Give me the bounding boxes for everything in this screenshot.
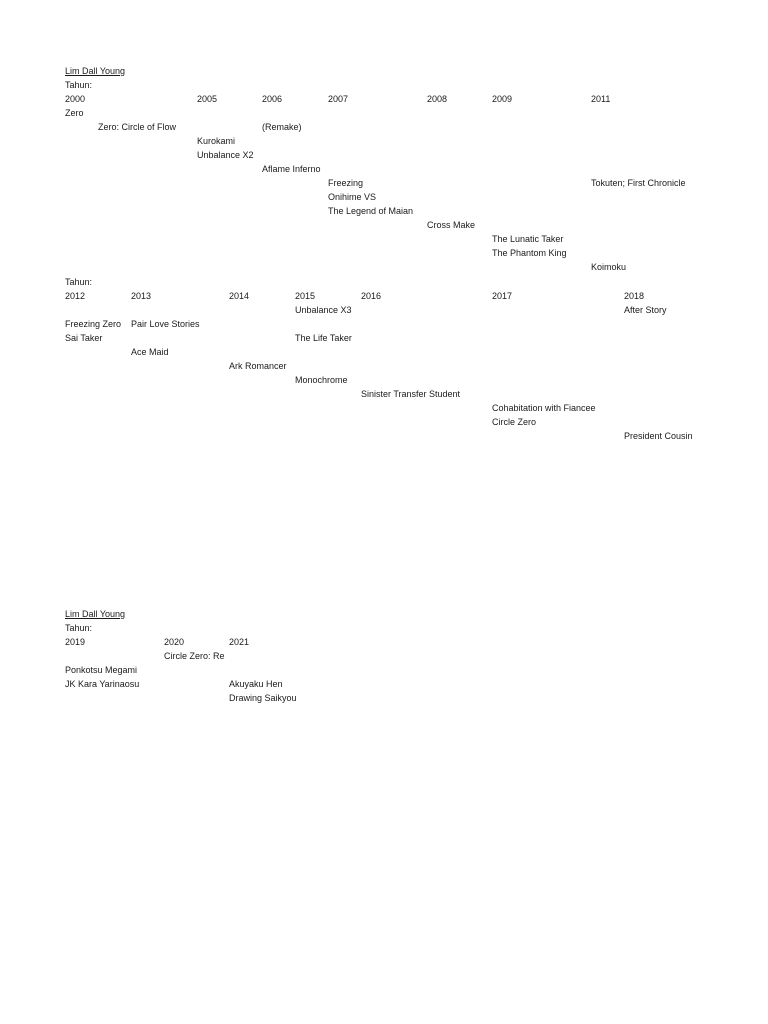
year-label: Tahun:	[65, 277, 93, 287]
title-cell: JK Kara Yarinaosu	[65, 679, 140, 689]
title-cell: Circle Zero: Re	[164, 651, 225, 661]
title-cell: Cohabitation with Fiancee	[492, 403, 596, 413]
title-cell: Zero: Circle of Flow	[98, 122, 177, 132]
year-2011: 2011	[591, 94, 611, 104]
year-2012: 2012	[65, 291, 86, 301]
year-2017: 2017	[492, 291, 513, 301]
title-cell: Circle Zero	[492, 417, 537, 427]
title-cell: Aflame Inferno	[262, 164, 321, 174]
year-2009: 2009	[492, 94, 513, 104]
year-2000: 2000	[65, 94, 86, 104]
year-label: Tahun:	[65, 623, 93, 633]
year-2005: 2005	[197, 94, 218, 104]
title-cell: Pair Love Stories	[131, 319, 200, 329]
title-cell: The Lunatic Taker	[492, 234, 564, 244]
title-cell: Ponkotsu Megami	[65, 665, 138, 675]
year-2021: 2021	[229, 637, 250, 647]
author-name: Lim Dall Young	[65, 609, 126, 619]
year-2007: 2007	[328, 94, 349, 104]
year-2018: 2018	[624, 291, 645, 301]
year-2006: 2006	[262, 94, 283, 104]
year-2014: 2014	[229, 291, 250, 301]
title-cell: Sai Taker	[65, 333, 103, 343]
title-cell: Drawing Saikyou	[229, 693, 297, 703]
title-cell: Akuyaku Hen	[229, 679, 283, 689]
title-cell: Ark Romancer	[229, 361, 287, 371]
year-2013: 2013	[131, 291, 152, 301]
title-cell: Sinister Transfer Student	[361, 389, 461, 399]
title-cell: Freezing Zero	[65, 319, 122, 329]
title-cell: After Story	[624, 305, 667, 315]
title-cell: The Phantom King	[492, 248, 567, 258]
year-2016: 2016	[361, 291, 382, 301]
title-cell: President Cousin	[624, 431, 693, 441]
year-2008: 2008	[427, 94, 448, 104]
title-cell: The Life Taker	[295, 333, 352, 343]
title-cell: Zero	[65, 108, 84, 118]
title-cell: Tokuten; First Chronicle	[591, 178, 686, 188]
title-cell: Unbalance X3	[295, 305, 352, 315]
title-cell: Monochrome	[295, 375, 348, 385]
title-cell: The Legend of Maian	[328, 206, 414, 216]
title-cell: Freezing	[328, 178, 364, 188]
author-name: Lim Dall Young	[65, 66, 126, 76]
year-2019: 2019	[65, 637, 86, 647]
year-label: Tahun:	[65, 80, 93, 90]
year-2015: 2015	[295, 291, 316, 301]
title-cell: Cross Make	[427, 220, 476, 230]
title-cell: Unbalance X2	[197, 150, 254, 160]
title-cell: (Remake)	[262, 122, 302, 132]
title-cell: Koimoku	[591, 262, 627, 272]
title-cell: Kurokami	[197, 136, 236, 146]
year-2020: 2020	[164, 637, 185, 647]
title-cell: Onihime VS	[328, 192, 377, 202]
title-cell: Ace Maid	[131, 347, 169, 357]
